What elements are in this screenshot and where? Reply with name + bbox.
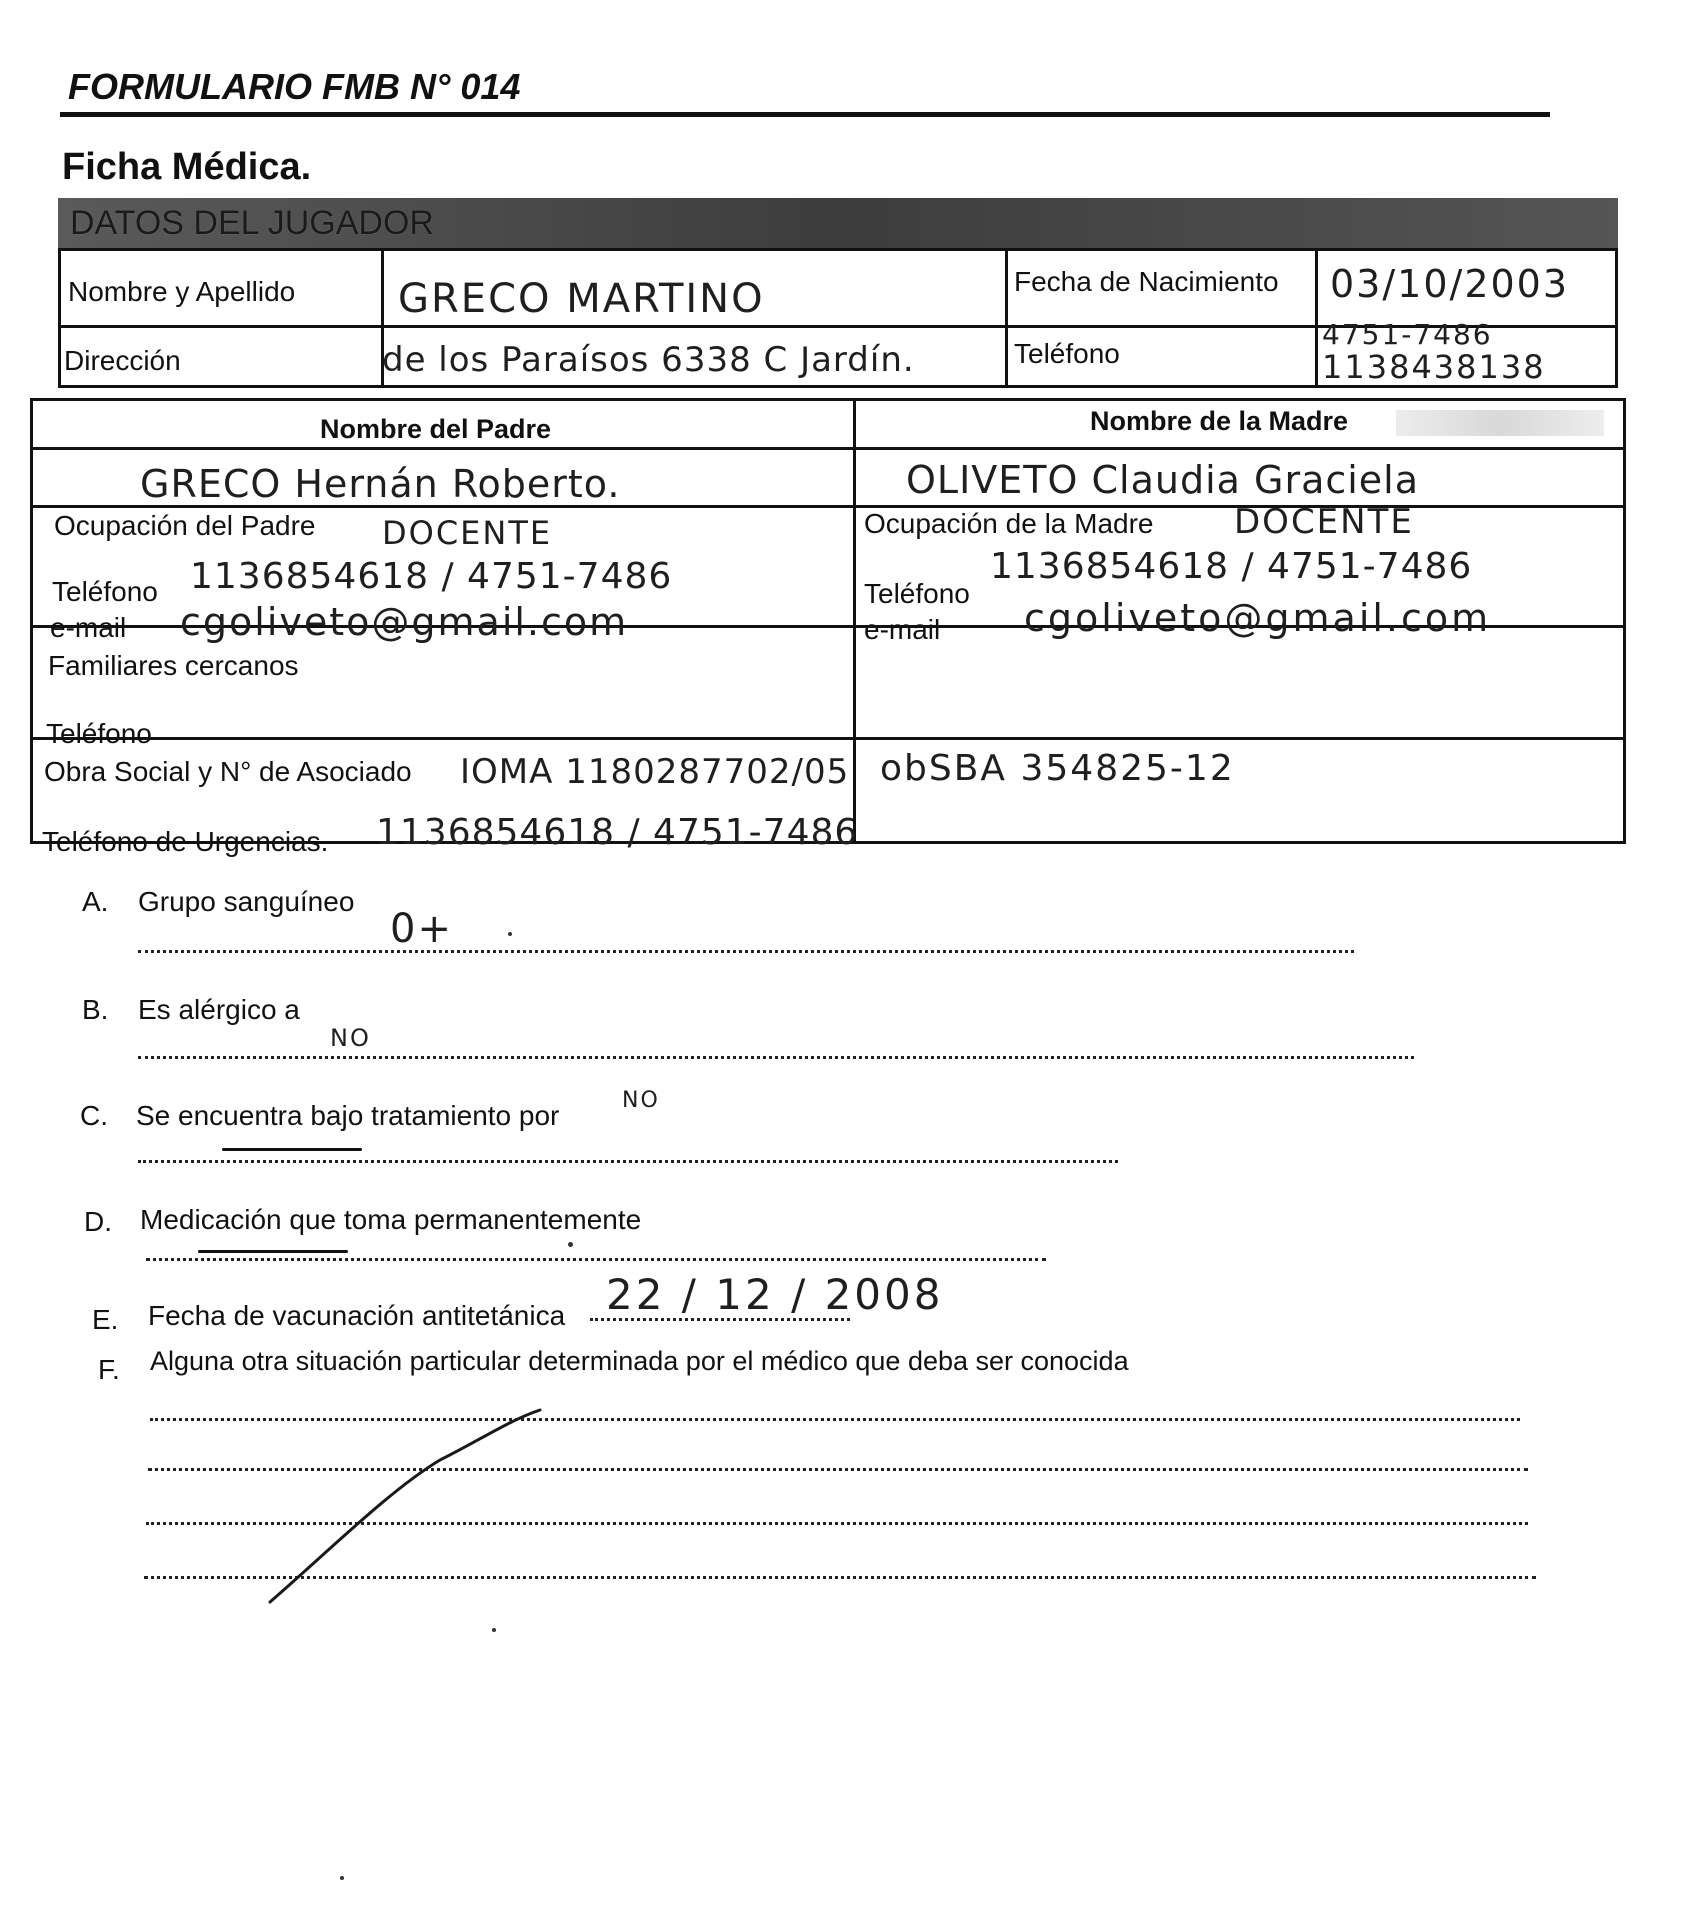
mother-header: Nombre de la Madre [1090, 406, 1349, 436]
mother-phone-label: Teléfono [864, 578, 970, 609]
question-c-line [138, 1160, 1118, 1163]
insurance-value-2[interactable]: obSBA 354825-12 [880, 748, 1235, 789]
question-c-underline [222, 1148, 362, 1151]
insurance-label: Obra Social y N° de Asociado [44, 756, 412, 787]
birth-value[interactable]: 03/10/2003 [1330, 262, 1570, 306]
strike-mark [240, 1400, 560, 1620]
mother-phone[interactable]: 1136854618 / 4751-7486 [990, 546, 1473, 587]
question-d-letter: D. [84, 1206, 112, 1237]
question-a-answer[interactable]: 0+ [390, 906, 453, 952]
question-c-answer[interactable]: NO [622, 1088, 660, 1113]
birth-label: Fecha de Nacimiento [1014, 266, 1279, 297]
insurance-value-1[interactable]: IOMA 1180287702/05 [460, 752, 850, 792]
question-d-underline [198, 1250, 348, 1253]
relatives-phone-label: Teléfono [46, 718, 152, 749]
mother-occupation-label: Ocupación de la Madre [864, 508, 1154, 539]
father-occupation-label: Ocupación del Padre [54, 510, 316, 541]
question-b-answer[interactable]: NO [330, 1024, 371, 1052]
mother-email[interactable]: cgoliveto@gmail.com [1024, 596, 1492, 640]
question-e-answer[interactable]: 22 / 12 / 2008 [606, 1270, 944, 1319]
question-b-label: Es alérgico a [138, 994, 300, 1025]
question-e-letter: E. [92, 1304, 119, 1335]
mother-email-label: e-mail [864, 614, 941, 645]
urgency-value[interactable]: 1136854618 / 4751-7486 [376, 812, 859, 853]
mother-occupation[interactable]: DOCENTE [1234, 502, 1414, 542]
phone-value-2[interactable]: 1138438138 [1322, 348, 1546, 386]
name-label: Nombre y Apellido [68, 276, 296, 307]
father-email-label: e-mail [50, 612, 127, 643]
player-banner [58, 198, 1618, 248]
phone-value-1[interactable]: 4751-7486 [1322, 318, 1493, 351]
speck [568, 1242, 573, 1247]
mother-header-smudge [1396, 410, 1604, 436]
address-label: Dirección [64, 345, 181, 376]
question-b-line [138, 1056, 1414, 1059]
player-banner-label: DATOS DEL JUGADOR [70, 204, 434, 242]
father-name[interactable]: GRECO Hernán Roberto. [140, 462, 621, 506]
phone-label: Teléfono [1014, 338, 1120, 369]
question-c-letter: C. [80, 1100, 108, 1131]
question-d-label: Medicación que toma permanentemente [140, 1204, 642, 1235]
relatives-label: Familiares cercanos [48, 650, 299, 681]
mother-name[interactable]: OLIVETO Claudia Graciela [906, 458, 1420, 502]
speck [508, 932, 512, 936]
speck [492, 1628, 496, 1632]
speck [340, 1876, 344, 1880]
question-a-label: Grupo sanguíneo [138, 886, 355, 917]
father-phone[interactable]: 1136854618 / 4751-7486 [190, 556, 673, 597]
question-d-line [146, 1258, 1046, 1261]
question-b-letter: B. [82, 994, 109, 1025]
father-occupation[interactable]: DOCENTE [382, 514, 553, 552]
name-value[interactable]: GRECO MARTINO [398, 276, 765, 322]
father-email[interactable]: cgoliveto@gmail.com [180, 600, 629, 644]
question-a-line [138, 950, 1354, 953]
question-a-letter: A. [82, 886, 109, 917]
question-e-label: Fecha de vacunación antitetánica [148, 1300, 566, 1331]
question-f-label: Alguna otra situación particular determinada por el médico que deba ser conocida [150, 1346, 1129, 1376]
header-rule [60, 112, 1550, 117]
question-c-label: Se encuentra bajo tratamiento por [136, 1100, 560, 1131]
address-value[interactable]: de los Paraísos 6338 C Jardín. [382, 340, 915, 380]
father-phone-label: Teléfono [52, 576, 158, 607]
question-f-letter: F. [98, 1354, 120, 1385]
urgency-label: Teléfono de Urgencias. [42, 826, 329, 857]
father-header: Nombre del Padre [320, 414, 552, 444]
page-title: Ficha Médica. [62, 146, 312, 188]
form-code: FORMULARIO FMB N° 014 [68, 66, 521, 107]
